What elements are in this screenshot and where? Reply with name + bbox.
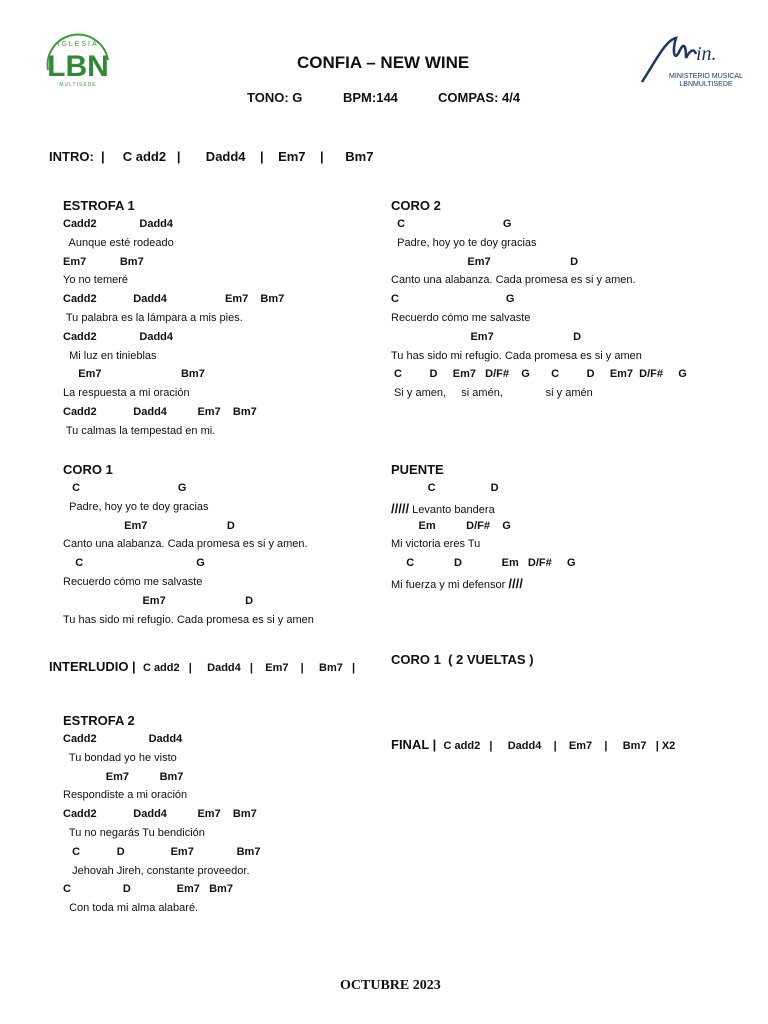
lyric-line: Mi victoria eres Tu [391, 538, 481, 551]
repeat-marker: //// [508, 576, 523, 591]
lyric-line: Padre, hoy yo te doy gracias [63, 500, 209, 513]
intro-chords: | C add2 | Dadd4 | Em7 | Bm7 [101, 149, 374, 164]
final-label: FINAL | [391, 737, 437, 752]
song-bpm: BPM:144 [343, 90, 398, 105]
lyric-line: Mi luz en tinieblas [63, 349, 157, 362]
intro-section [49, 149, 373, 164]
chord-line: Cadd2 Dadd4 [63, 330, 174, 343]
chord-line: Em7 Bm7 [63, 368, 205, 381]
chord-line: C G [63, 557, 205, 570]
chord-line: Em7 D [391, 255, 579, 268]
song-title: CONFIA – NEW WINE [297, 53, 470, 72]
final-section [391, 737, 675, 752]
lyric-line: Tu no negarás Tu bendición [63, 827, 205, 839]
chord-line: Em7 D [391, 330, 582, 343]
chord-line: C G [391, 293, 515, 306]
chord-line: Cadd2 Dadd4 Em7 Bm7 [63, 808, 257, 821]
svg-text:MINISTERIO MUSICAL: MINISTERIO MUSICAL [669, 73, 743, 80]
chord-line: Em7 D [63, 519, 235, 532]
svg-text:in.: in. [696, 43, 717, 65]
lyric-line: Tu bondad yo he visto [63, 751, 177, 764]
estrofa1-heading: ESTROFA 1 [63, 198, 135, 213]
lyric-line: Jehovah Jireh, constante proveedor. [63, 864, 250, 877]
lyric-line: Tu palabra es la lámpara a mis pies. [63, 312, 243, 324]
chord-line: C D Em7 D/F# G C D Em7 D/F# G [391, 368, 687, 381]
lyric-line: Canto una alabanza. Cada promesa es si y amen. [391, 274, 636, 287]
lyric-line: Padre, hoy yo te doy gracias [391, 236, 537, 249]
final-chords: C add2 | Dadd4 | Em7 | Bm7 | X2 [443, 740, 676, 752]
lyric-line: La respuesta a mi oración [63, 387, 190, 400]
music-ministry-logo [636, 30, 746, 90]
chord-line: Em7 D [63, 594, 254, 607]
lyric-line: Recuerdo cómo me salvaste [391, 312, 531, 324]
chord-line: C D Em D/F# G [391, 557, 576, 570]
lyric-line: Recuerdo cómo me salvaste [63, 576, 203, 588]
lyric-line: Tu calmas la tempestad en mi. [63, 424, 216, 437]
chord-line: Em D/F# G [391, 519, 511, 532]
lyric-line: Respondiste a mi oración [63, 789, 188, 802]
estrofa2-heading: ESTROFA 2 [63, 713, 135, 728]
svg-text:IGLESIA: IGLESIA [57, 41, 99, 48]
lyric-line: Tu has sido mi refugio. Cada promesa es si y amen [391, 349, 642, 362]
lyric-line: Si y amen, si amén, si y amén [391, 387, 593, 400]
chord-line: C D Em7 Bm7 [63, 883, 233, 896]
chord-line: Cadd2 Dadd4 [63, 218, 174, 230]
lyric-line: Con toda mi alma alabaré. [63, 902, 199, 915]
interludio-label: INTERLUDIO | [49, 659, 136, 674]
footer-date: OCTUBRE 2023 [340, 978, 441, 993]
interludio-chords: C add2 | Dadd4 | Em7 | Bm7 | [142, 662, 356, 674]
lyric-line: Aunque esté rodeado [63, 236, 174, 249]
chord-line: Cadd2 Dadd4 Em7 Bm7 [63, 406, 257, 418]
chord-line: Em7 Bm7 [63, 770, 184, 783]
coro1-repeat-note: CORO 1 ( 2 VUELTAS ) [391, 652, 534, 667]
puente-heading: PUENTE [391, 462, 444, 477]
lyric-line: Canto una alabanza. Cada promesa es si y amen. [63, 538, 308, 551]
chord-line: C G [63, 482, 187, 494]
svg-text:MULTISEDE: MULTISEDE [59, 82, 97, 88]
lyric-text: Levanto bandera [409, 503, 495, 516]
repeat-marker: ///// [391, 500, 410, 516]
chord-line: Cadd2 Dadd4 Em7 Bm7 [63, 293, 285, 306]
svg-text:LBN: LBN [47, 50, 109, 83]
song-time-signature: COMPAS: 4/4 [438, 90, 521, 105]
interludio-section [49, 659, 355, 674]
lyric-text: Mi fuerza y mi defensor [391, 579, 509, 591]
church-logo [40, 30, 116, 94]
coro1-heading: CORO 1 [63, 462, 113, 477]
coro2-heading: CORO 2 [391, 198, 441, 213]
chord-line: C G [391, 218, 512, 230]
lyric-line [391, 576, 523, 591]
svg-text:LBNMULTISEDE: LBNMULTISEDE [679, 81, 733, 88]
chord-line: C D Em7 Bm7 [63, 845, 261, 858]
lyric-line [391, 501, 495, 516]
song-key: TONO: G [247, 90, 303, 105]
lyric-line: Tu has sido mi refugio. Cada promesa es si y amen [63, 613, 314, 626]
intro-label: INTRO: [49, 149, 94, 164]
chord-line: Cadd2 Dadd4 [63, 733, 183, 745]
chord-line: C D [391, 482, 499, 494]
chord-line: Em7 Bm7 [63, 255, 144, 268]
lyric-line: Yo no temeré [63, 274, 129, 287]
